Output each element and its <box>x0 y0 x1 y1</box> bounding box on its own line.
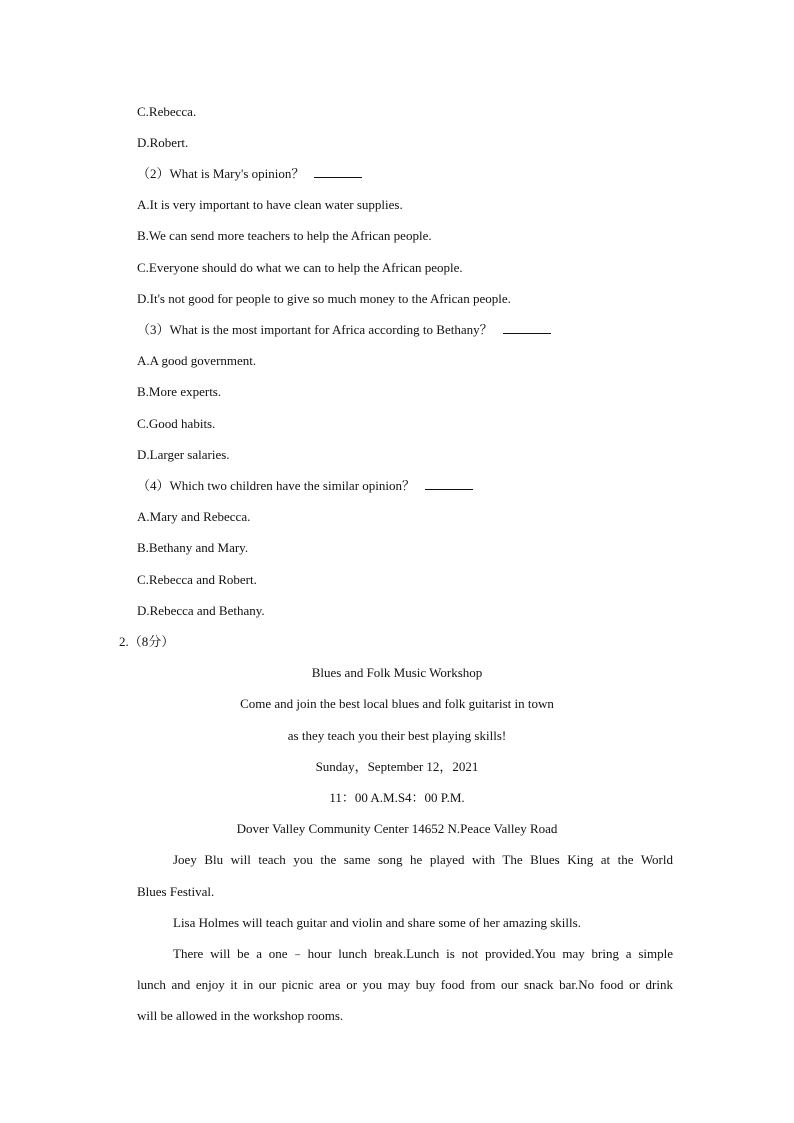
q1-2-question-text: （2）What is Mary's opinion？ <box>137 166 305 181</box>
notice-date: Sunday，September 12，2021 <box>315 759 479 774</box>
para1-line1: Joey Blu will teach you the same song he played with The Blues King at the World <box>173 852 673 867</box>
para3-line1: There will be a one﹣hour lunch break.Lunch is not provided.You may bring a simple <box>173 946 673 961</box>
q1-4-option-b: B.Bethany and Mary. <box>137 540 249 555</box>
q1-3-option-b: B.More experts. <box>137 384 222 399</box>
q1-3-question-text: （3）What is the most important for Africa according to Bethany？ <box>137 322 493 337</box>
q1-2-option-c: C.Everyone should do what we can to help the African people. <box>137 260 463 275</box>
answer-blank[interactable] <box>503 321 551 334</box>
q1-4-option-a: A.Mary and Rebecca. <box>137 509 251 524</box>
notice-title: Blues and Folk Music Workshop <box>311 665 483 680</box>
q1-4-question-text: （4）Which two children have the similar opinion？ <box>137 478 415 493</box>
para2: Lisa Holmes will teach guitar and violin and share some of her amazing skills. <box>173 915 581 930</box>
notice-venue: Dover Valley Community Center 14652 N.Peace Valley Road <box>236 821 558 836</box>
answer-blank[interactable] <box>314 165 362 178</box>
para1-line2: Blues Festival. <box>137 884 215 899</box>
notice-line-2: as they teach you their best playing skills! <box>287 728 507 743</box>
q1-2-option-d: D.It's not good for people to give so much money to the African people. <box>137 291 511 306</box>
q1-4-question <box>137 477 473 495</box>
q1-2-option-a: A.It is very important to have clean water supplies. <box>137 197 403 212</box>
q1-4-option-d: D.Rebecca and Bethany. <box>137 603 265 618</box>
answer-blank[interactable] <box>425 477 473 490</box>
q1-3-option-d: D.Larger salaries. <box>137 447 230 462</box>
q1-3-question <box>137 321 551 339</box>
q1-4-option-c: C.Rebecca and Robert. <box>137 572 257 587</box>
q1-1-option-c: C.Rebecca. <box>137 104 197 119</box>
q1-1-option-d: D.Robert. <box>137 135 189 150</box>
notice-line-1: Come and join the best local blues and folk guitarist in town <box>240 696 554 711</box>
q1-3-option-c: C.Good habits. <box>137 416 216 431</box>
para3-line3: will be allowed in the workshop rooms. <box>137 1008 344 1023</box>
q1-2-option-b: B.We can send more teachers to help the African people. <box>137 228 432 243</box>
para3-line2: lunch and enjoy it in our picnic area or you may buy food from our snack bar.No food or drink <box>137 977 673 992</box>
q2-header: 2.（8分） <box>119 634 175 649</box>
q1-2-question <box>137 165 362 183</box>
q1-3-option-a: A.A good government. <box>137 353 257 368</box>
notice-time: 11：00 A.M.S4：00 P.M. <box>329 790 465 805</box>
